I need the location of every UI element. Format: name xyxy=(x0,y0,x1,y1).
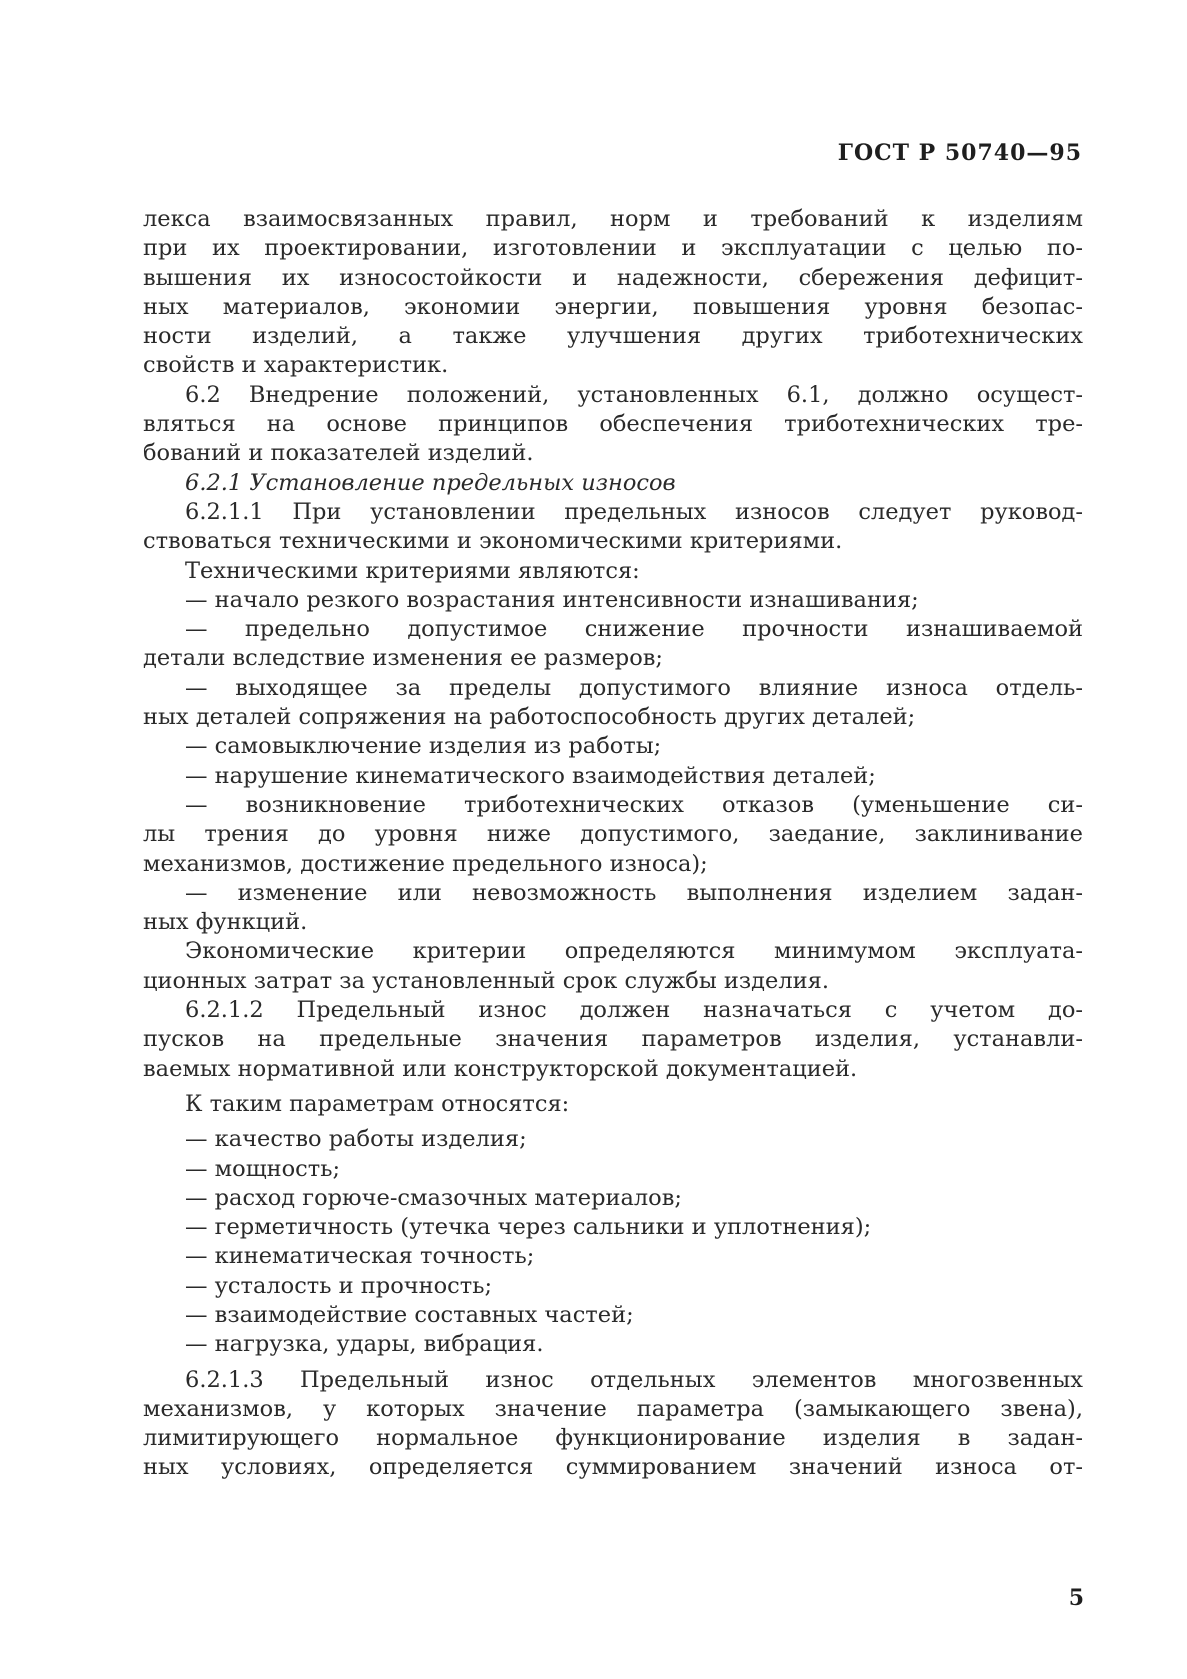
page-header-standard: ГОСТ Р 50740—95 xyxy=(837,140,1082,166)
list-item: — возникновение триботехнических отказов (уменьшение си- xyxy=(185,791,1083,818)
text-line: 6.2 Внедрение положений, установленных 6.1, должно осущест- xyxy=(185,381,1083,408)
text-line: К таким параметрам относятся: xyxy=(185,1090,570,1117)
text-line: Техническими критериями являются: xyxy=(185,557,640,584)
text-line: свойств и характеристик. xyxy=(143,352,449,379)
list-item: — изменение или невозможность выполнения изделием задан- xyxy=(185,879,1083,906)
text-line: ционных затрат за установленный срок службы изделия. xyxy=(143,967,829,994)
text-line: ных деталей сопряжения на работоспособность других деталей; xyxy=(143,704,916,731)
text-line: механизмов, у которых значение параметра (замыкающего звена), xyxy=(143,1395,1083,1422)
page-number: 5 xyxy=(1068,1585,1084,1611)
list-item: — выходящее за пределы допустимого влияние износа отдель- xyxy=(185,674,1083,701)
list-item: — взаимодействие составных частей; xyxy=(185,1301,634,1328)
list-item: — мощность; xyxy=(185,1155,341,1182)
list-item: — нарушение кинематического взаимодействия деталей; xyxy=(185,762,876,789)
text-line: Экономические критерии определяются минимумом эксплуата- xyxy=(185,938,1083,965)
text-line: лекса взаимосвязанных правил, норм и требований к изделиям xyxy=(143,206,1083,232)
list-item: — нагрузка, удары, вибрация. xyxy=(185,1331,544,1358)
list-item: — предельно допустимое снижение прочности изнашиваемой xyxy=(185,616,1083,643)
text-line: лимитирующего нормальное функционирование изделия в задан- xyxy=(143,1425,1083,1452)
text-line: лы трения до уровня ниже допустимого, заедание, заклинивание xyxy=(143,821,1083,848)
text-line: ных условиях, определяется суммированием значений износа от- xyxy=(143,1454,1083,1481)
text-line: ствоваться техническими и экономическими критериями. xyxy=(143,528,843,555)
list-item: — герметичность (утечка через сальники и уплотнения); xyxy=(185,1214,872,1241)
text-line: ных материалов, экономии энергии, повышения уровня безопас- xyxy=(143,293,1083,320)
text-line: вышения их износостойкости и надежности, сбережения дефицит- xyxy=(143,264,1083,291)
list-item: — самовыключение изделия из работы; xyxy=(185,733,662,760)
text-line: при их проектировании, изготовлении и эксплуатации с целью по- xyxy=(143,235,1083,262)
text-line: ности изделий, а также улучшения других триботехнических xyxy=(143,323,1083,350)
body-text xyxy=(143,205,1083,1483)
list-item: — кинематическая точность; xyxy=(185,1243,535,1270)
text-line: вляться на основе принципов обеспечения триботехнических тре- xyxy=(143,411,1083,438)
text-line: 6.2.1.2 Предельный износ должен назначаться с учетом до- xyxy=(185,997,1083,1024)
text-line: ваемых нормативной или конструкторской документацией. xyxy=(143,1055,858,1082)
text-line: детали вследствие изменения ее размеров; xyxy=(143,645,664,672)
text-line: бований и показателей изделий. xyxy=(143,440,534,467)
list-item: — расход горюче-смазочных материалов; xyxy=(185,1184,682,1211)
list-item: — качество работы изделия; xyxy=(185,1126,527,1153)
list-item: — усталость и прочность; xyxy=(185,1272,493,1299)
text-line: ных функций. xyxy=(143,909,308,936)
text-line: пусков на предельные значения параметров изделия, устанавли- xyxy=(143,1026,1083,1053)
section-heading: 6.2.1 Установление предельных износов xyxy=(185,469,676,496)
text-line: 6.2.1.3 Предельный износ отдельных элементов многозвенных xyxy=(185,1366,1083,1393)
text-line: механизмов, достижение предельного износа); xyxy=(143,850,708,877)
list-item: — начало резкого возрастания интенсивности изнашивания; xyxy=(185,586,919,613)
text-line: 6.2.1.1 При установлении предельных износов следует руковод- xyxy=(185,498,1083,525)
